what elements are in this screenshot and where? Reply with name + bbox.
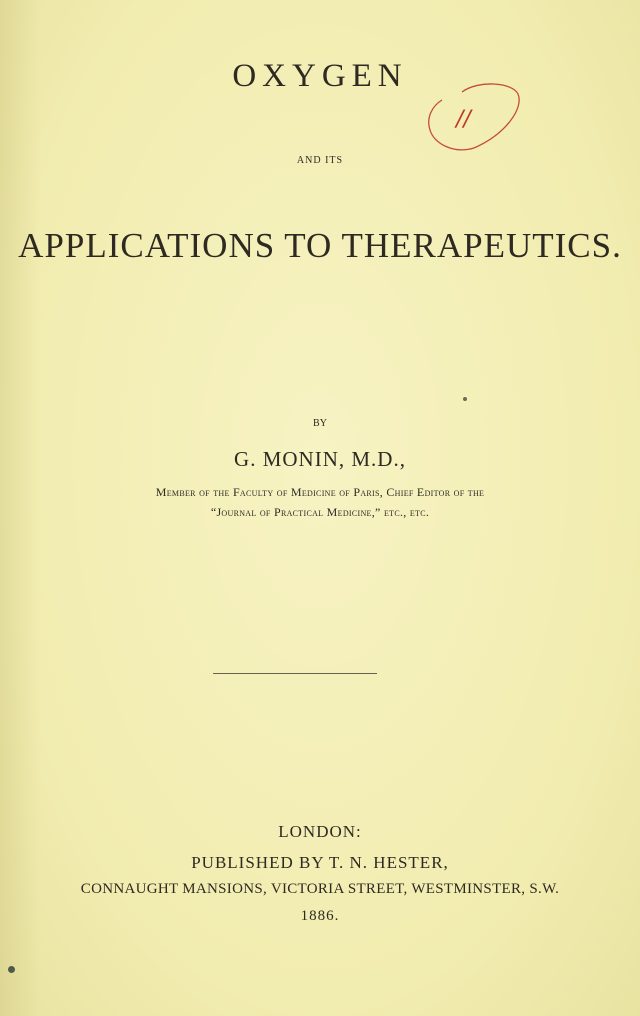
handwritten-annotation bbox=[420, 78, 530, 158]
imprint-year: 1886. bbox=[300, 908, 340, 924]
paper-spot bbox=[8, 966, 15, 973]
divider-rule bbox=[213, 673, 377, 674]
paper-spot bbox=[463, 397, 467, 401]
imprint-city: LONDON: bbox=[278, 822, 362, 841]
author-affiliation-line-1: Member of the Faculty of Medicine of Paris, Chief Editor of the bbox=[155, 485, 485, 499]
imprint-publisher: PUBLISHED BY T. N. HESTER, bbox=[191, 853, 449, 872]
book-title: OXYGEN bbox=[232, 58, 408, 94]
imprint-address: CONNAUGHT MANSIONS, VICTORIA STREET, WESTMINSTER, S.W. bbox=[80, 881, 560, 897]
byline: BY bbox=[313, 418, 327, 429]
author-name: G. MONIN, M.D., bbox=[234, 447, 406, 471]
svg-text://: // bbox=[456, 107, 471, 132]
title-connector: AND ITS bbox=[296, 155, 344, 166]
author-affiliation-line-2: “Journal of Practical Medicine,” etc., etc. bbox=[210, 505, 430, 519]
book-subtitle: APPLICATIONS TO THERAPEUTICS. bbox=[18, 226, 622, 265]
